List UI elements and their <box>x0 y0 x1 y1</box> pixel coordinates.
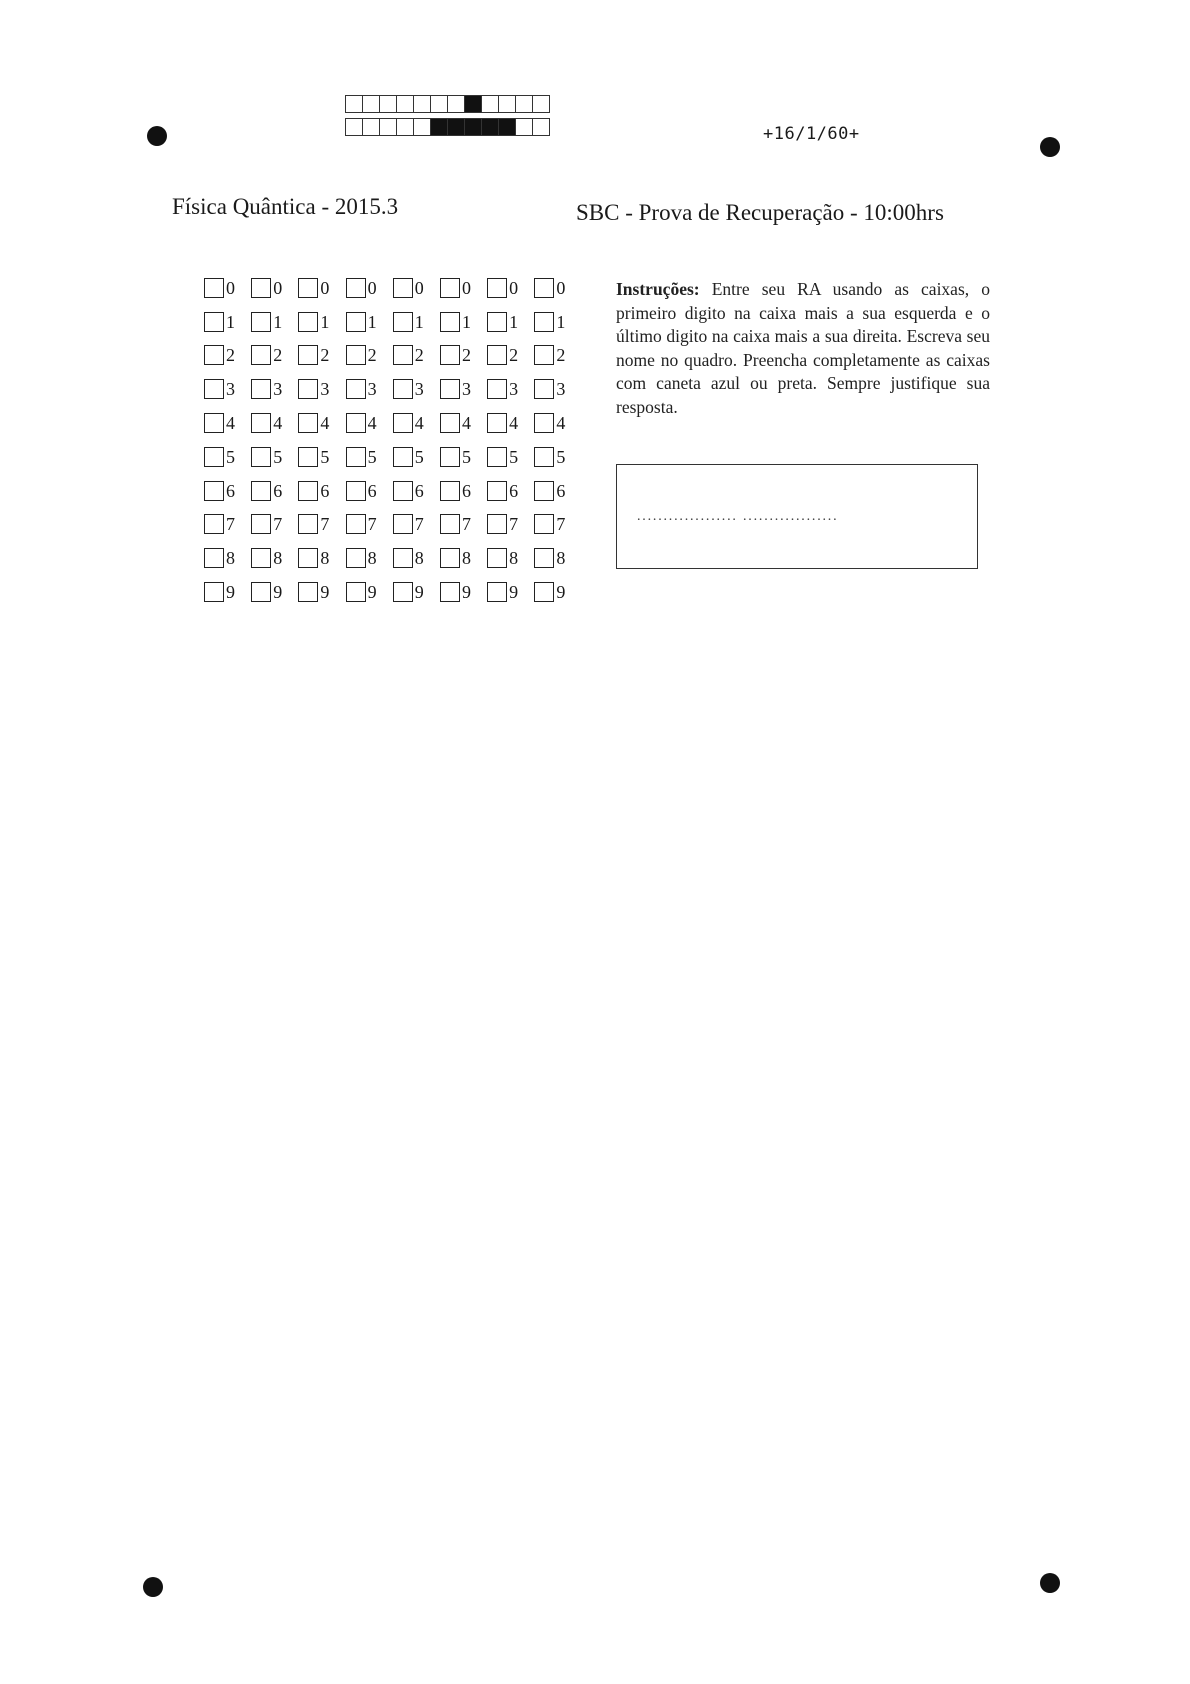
ra-checkbox[interactable] <box>204 481 224 501</box>
ra-cell <box>204 514 251 534</box>
barcode-cell <box>464 118 482 136</box>
ra-digit-label: 7 <box>461 514 471 535</box>
ra-checkbox[interactable] <box>298 514 318 534</box>
ra-checkbox[interactable] <box>440 278 460 298</box>
ra-digit-label: 3 <box>320 379 330 400</box>
ra-checkbox[interactable] <box>346 379 366 399</box>
ra-digit-label: 4 <box>461 413 471 434</box>
ra-cell <box>534 548 581 568</box>
ra-checkbox[interactable] <box>393 379 413 399</box>
ra-cell <box>298 345 345 365</box>
ra-digit-label: 6 <box>367 480 377 501</box>
ra-checkbox[interactable] <box>393 514 413 534</box>
ra-cell <box>251 582 298 602</box>
ra-checkbox[interactable] <box>204 345 224 365</box>
ra-checkbox[interactable] <box>393 312 413 332</box>
ra-checkbox[interactable] <box>204 514 224 534</box>
ra-cell <box>534 582 581 602</box>
ra-cell <box>487 379 534 399</box>
ra-cell <box>298 413 345 433</box>
ra-digit-label: 4 <box>367 413 377 434</box>
ra-checkbox[interactable] <box>393 582 413 602</box>
ra-digit-label: 7 <box>226 514 235 535</box>
ra-cell <box>298 481 345 501</box>
ra-digit-label: 4 <box>273 413 283 434</box>
ra-digit-label: 3 <box>226 379 235 400</box>
ra-digit-label: 0 <box>509 277 519 298</box>
ra-digit-label: 4 <box>556 413 566 434</box>
ra-checkbox[interactable] <box>346 278 366 298</box>
ra-cell <box>298 514 345 534</box>
ra-cell <box>251 548 298 568</box>
ra-digit-label: 3 <box>414 379 424 400</box>
ra-checkbox[interactable] <box>251 447 271 467</box>
barcode-cell <box>379 118 397 136</box>
ra-checkbox[interactable] <box>393 278 413 298</box>
ra-checkbox[interactable] <box>393 413 413 433</box>
ra-digit-label: 7 <box>509 514 519 535</box>
barcode-cell <box>532 95 550 113</box>
ra-checkbox[interactable] <box>393 345 413 365</box>
ra-checkbox[interactable] <box>204 413 224 433</box>
ra-digit-label: 7 <box>367 514 377 535</box>
ra-cell <box>534 481 581 501</box>
ra-digit-label: 2 <box>414 345 424 366</box>
ra-cell <box>534 278 581 298</box>
ra-digit-label: 9 <box>273 582 283 603</box>
ra-checkbox[interactable] <box>251 582 271 602</box>
ra-checkbox[interactable] <box>251 548 271 568</box>
barcode-cell <box>498 95 516 113</box>
ra-digit-label: 7 <box>273 514 283 535</box>
ra-cell <box>440 582 487 602</box>
ra-digit-label: 2 <box>556 345 566 366</box>
ra-checkbox[interactable] <box>204 312 224 332</box>
ra-cell <box>534 345 581 365</box>
ra-checkbox[interactable] <box>298 481 318 501</box>
ra-cell <box>534 447 581 467</box>
ra-cell <box>298 379 345 399</box>
barcode-cell <box>481 118 499 136</box>
ra-digit-label: 0 <box>226 277 235 298</box>
ra-digit-label: 8 <box>273 548 283 569</box>
ra-digit-label: 7 <box>414 514 424 535</box>
ra-checkbox[interactable] <box>534 345 554 365</box>
ra-digit-label: 1 <box>273 311 283 332</box>
ra-digit-label: 8 <box>226 548 235 569</box>
ra-cell <box>440 379 487 399</box>
ra-digit-label: 3 <box>556 379 566 400</box>
ra-row-6 <box>204 474 582 508</box>
ra-digit-label: 6 <box>320 480 330 501</box>
ra-cell <box>251 278 298 298</box>
ra-checkbox[interactable] <box>346 345 366 365</box>
ra-digit-label: 8 <box>509 548 519 569</box>
ra-digit-label: 9 <box>509 582 519 603</box>
ra-digit-label: 0 <box>320 277 330 298</box>
ra-checkbox[interactable] <box>487 312 507 332</box>
ra-checkbox[interactable] <box>298 582 318 602</box>
registration-mark-bottom-right <box>1040 1573 1060 1593</box>
ra-checkbox[interactable] <box>487 413 507 433</box>
ra-cell <box>251 379 298 399</box>
ra-cell <box>346 312 393 332</box>
ra-cell <box>487 345 534 365</box>
ra-digit-label: 4 <box>320 413 330 434</box>
ra-checkbox[interactable] <box>440 447 460 467</box>
ra-cell <box>487 548 534 568</box>
ra-digit-label: 9 <box>414 582 424 603</box>
ra-cell <box>440 481 487 501</box>
ra-cell <box>534 312 581 332</box>
barcode-cell <box>345 118 363 136</box>
ra-checkbox[interactable] <box>204 278 224 298</box>
ra-cell <box>440 413 487 433</box>
ra-cell <box>346 413 393 433</box>
ra-digit-label: 0 <box>273 277 283 298</box>
ra-digit-label: 6 <box>556 480 566 501</box>
ra-cell <box>393 312 440 332</box>
ra-digit-label: 2 <box>509 345 519 366</box>
name-line: ................... .................. <box>637 509 839 524</box>
ra-digit-label: 0 <box>414 277 424 298</box>
ra-checkbox[interactable] <box>251 278 271 298</box>
barcode-cell <box>396 95 414 113</box>
instructions-label: Instruções: <box>616 279 700 299</box>
ra-cell <box>440 345 487 365</box>
instructions-text: Entre seu RA usando as caixas, o primeiro digito na caixa mais a sua esquerda e o último digito na caixa mais a sua direita. Escreva seu nome no quadro. Preencha completamente as caixas com caneta azul ou preta. Sempre justifique sua resposta. <box>616 279 990 417</box>
ra-cell <box>251 481 298 501</box>
ra-digit-label: 5 <box>273 446 283 467</box>
ra-cell <box>346 514 393 534</box>
ra-cell <box>251 312 298 332</box>
ra-checkbox[interactable] <box>298 548 318 568</box>
ra-cell <box>346 345 393 365</box>
barcode-cell <box>345 95 363 113</box>
ra-digit-label: 1 <box>509 311 519 332</box>
ra-cell <box>251 514 298 534</box>
ra-cell <box>393 582 440 602</box>
ra-checkbox[interactable] <box>346 413 366 433</box>
ra-row-7 <box>204 508 582 542</box>
ra-cell <box>298 582 345 602</box>
ra-checkbox[interactable] <box>440 413 460 433</box>
ra-checkbox[interactable] <box>440 514 460 534</box>
ra-cell <box>346 379 393 399</box>
ra-cell <box>393 514 440 534</box>
ra-checkbox[interactable] <box>346 548 366 568</box>
ra-row-2 <box>204 339 582 373</box>
ra-digit-label: 8 <box>556 548 566 569</box>
ra-digit-label: 6 <box>273 480 283 501</box>
ra-row-8 <box>204 541 582 575</box>
ra-checkbox[interactable] <box>487 481 507 501</box>
ra-checkbox[interactable] <box>440 312 460 332</box>
ra-checkbox[interactable] <box>298 345 318 365</box>
ra-digit-label: 3 <box>509 379 519 400</box>
registration-mark-top-left <box>147 126 167 146</box>
ra-cell <box>298 278 345 298</box>
ra-digit-label: 7 <box>556 514 566 535</box>
ra-cell <box>346 278 393 298</box>
ra-cell <box>393 278 440 298</box>
ra-digit-label: 8 <box>320 548 330 569</box>
ra-digit-label: 5 <box>226 446 235 467</box>
ra-digit-label: 1 <box>461 311 471 332</box>
barcode-cell <box>413 95 431 113</box>
ra-cell <box>204 447 251 467</box>
ra-checkbox[interactable] <box>251 312 271 332</box>
ra-cell <box>346 582 393 602</box>
ra-cell <box>346 447 393 467</box>
ra-digit-label: 4 <box>414 413 424 434</box>
ra-cell <box>487 413 534 433</box>
ra-cell <box>440 278 487 298</box>
barcode-cell <box>498 118 516 136</box>
barcode-cell <box>430 118 448 136</box>
ra-digit-label: 3 <box>461 379 471 400</box>
ra-digit-label: 5 <box>414 446 424 467</box>
instructions <box>616 278 990 420</box>
ra-checkbox[interactable] <box>534 548 554 568</box>
ra-checkbox[interactable] <box>487 447 507 467</box>
ra-digit-label: 5 <box>367 446 377 467</box>
barcode-cell <box>396 118 414 136</box>
ra-checkbox[interactable] <box>298 278 318 298</box>
ra-digit-label: 0 <box>556 277 566 298</box>
ra-cell <box>534 413 581 433</box>
ra-checkbox[interactable] <box>534 379 554 399</box>
ra-cell <box>204 379 251 399</box>
ra-checkbox[interactable] <box>204 582 224 602</box>
ra-checkbox[interactable] <box>440 548 460 568</box>
ra-digit-label: 1 <box>226 311 235 332</box>
barcode-cell <box>447 118 465 136</box>
ra-checkbox[interactable] <box>393 481 413 501</box>
ra-cell <box>204 312 251 332</box>
ra-checkbox[interactable] <box>346 514 366 534</box>
ra-digit-label: 4 <box>226 413 235 434</box>
ra-row-9 <box>204 575 582 609</box>
ra-digit-label: 3 <box>273 379 283 400</box>
ra-row-0 <box>204 271 582 305</box>
ra-digit-label: 2 <box>226 345 235 366</box>
ra-cell <box>251 345 298 365</box>
barcode-cell <box>362 118 380 136</box>
ra-checkbox[interactable] <box>534 514 554 534</box>
ra-digit-label: 8 <box>461 548 471 569</box>
ra-digit-label: 9 <box>367 582 377 603</box>
ra-checkbox[interactable] <box>251 345 271 365</box>
barcode-cell <box>379 95 397 113</box>
sheet-code: +16/1/60+ <box>763 124 860 144</box>
ra-digit-label: 5 <box>461 446 471 467</box>
ra-checkbox[interactable] <box>346 481 366 501</box>
ra-checkbox[interactable] <box>298 379 318 399</box>
ra-checkbox[interactable] <box>346 447 366 467</box>
ra-digit-label: 1 <box>320 311 330 332</box>
ra-cell <box>487 582 534 602</box>
ra-digit-label: 8 <box>367 548 377 569</box>
ra-checkbox[interactable] <box>487 345 507 365</box>
ra-digit-label: 5 <box>509 446 519 467</box>
ra-digit-label: 1 <box>556 311 566 332</box>
ra-cell <box>251 447 298 467</box>
ra-cell <box>204 345 251 365</box>
ra-checkbox[interactable] <box>534 582 554 602</box>
ra-digit-label: 2 <box>320 345 330 366</box>
ra-checkbox[interactable] <box>346 582 366 602</box>
ra-digit-label: 9 <box>556 582 566 603</box>
ra-digit-label: 9 <box>461 582 471 603</box>
ra-checkbox[interactable] <box>534 481 554 501</box>
ra-checkbox[interactable] <box>298 447 318 467</box>
barcode-bottom <box>346 118 550 136</box>
ra-cell <box>440 447 487 467</box>
ra-checkbox[interactable] <box>251 413 271 433</box>
ra-cell <box>393 548 440 568</box>
ra-cell <box>393 481 440 501</box>
ra-cell <box>534 379 581 399</box>
ra-digit-label: 1 <box>414 311 424 332</box>
ra-checkbox[interactable] <box>204 447 224 467</box>
ra-digit-label: 5 <box>320 446 330 467</box>
exam-title: SBC - Prova de Recuperação - 10:00hrs <box>576 200 944 225</box>
ra-checkbox[interactable] <box>393 447 413 467</box>
ra-digit-label: 0 <box>367 277 377 298</box>
ra-cell <box>204 582 251 602</box>
ra-digit-label: 7 <box>320 514 330 535</box>
barcode-cell <box>532 118 550 136</box>
ra-cell <box>204 278 251 298</box>
ra-checkbox[interactable] <box>487 514 507 534</box>
ra-checkbox[interactable] <box>440 582 460 602</box>
ra-checkbox[interactable] <box>251 481 271 501</box>
ra-checkbox[interactable] <box>204 548 224 568</box>
ra-cell <box>298 447 345 467</box>
ra-cell <box>298 312 345 332</box>
ra-digit-label: 1 <box>367 311 377 332</box>
ra-cell <box>251 413 298 433</box>
ra-cell <box>487 514 534 534</box>
ra-digit-grid <box>204 271 582 609</box>
ra-cell <box>487 447 534 467</box>
ra-row-1 <box>204 305 582 339</box>
ra-digit-label: 9 <box>226 582 235 603</box>
ra-checkbox[interactable] <box>487 582 507 602</box>
ra-checkbox[interactable] <box>393 548 413 568</box>
registration-mark-top-right <box>1040 137 1060 157</box>
ra-cell <box>346 481 393 501</box>
ra-cell <box>534 514 581 534</box>
barcode-cell <box>447 95 465 113</box>
ra-cell <box>487 481 534 501</box>
barcode-cell <box>464 95 482 113</box>
name-box[interactable] <box>616 464 978 569</box>
ra-checkbox[interactable] <box>251 514 271 534</box>
ra-checkbox[interactable] <box>487 278 507 298</box>
ra-digit-label: 0 <box>461 277 471 298</box>
ra-digit-label: 2 <box>461 345 471 366</box>
barcode-cell <box>515 118 533 136</box>
ra-checkbox[interactable] <box>440 345 460 365</box>
ra-cell <box>204 548 251 568</box>
ra-cell <box>204 481 251 501</box>
ra-digit-label: 4 <box>509 413 519 434</box>
course-title: Física Quântica - 2015.3 <box>172 194 399 219</box>
ra-checkbox[interactable] <box>534 447 554 467</box>
ra-checkbox[interactable] <box>346 312 366 332</box>
ra-digit-label: 5 <box>556 446 566 467</box>
barcode-top <box>346 95 550 113</box>
ra-checkbox[interactable] <box>298 312 318 332</box>
ra-digit-label: 8 <box>414 548 424 569</box>
ra-cell <box>393 447 440 467</box>
ra-cell <box>298 548 345 568</box>
registration-mark-bottom-left <box>143 1577 163 1597</box>
ra-checkbox[interactable] <box>534 413 554 433</box>
ra-digit-label: 6 <box>226 480 235 501</box>
ra-cell <box>393 345 440 365</box>
ra-cell <box>204 413 251 433</box>
ra-row-4 <box>204 406 582 440</box>
ra-digit-label: 3 <box>367 379 377 400</box>
barcode-cell <box>515 95 533 113</box>
barcode-cell <box>362 95 380 113</box>
ra-row-3 <box>204 372 582 406</box>
barcode-cell <box>413 118 431 136</box>
ra-checkbox[interactable] <box>487 379 507 399</box>
ra-cell <box>346 548 393 568</box>
ra-cell <box>487 312 534 332</box>
ra-checkbox[interactable] <box>487 548 507 568</box>
ra-cell <box>487 278 534 298</box>
ra-digit-label: 9 <box>320 582 330 603</box>
ra-checkbox[interactable] <box>534 278 554 298</box>
ra-cell <box>440 548 487 568</box>
ra-digit-label: 2 <box>273 345 283 366</box>
ra-digit-label: 6 <box>414 480 424 501</box>
ra-cell <box>393 413 440 433</box>
ra-digit-label: 6 <box>509 480 519 501</box>
ra-cell <box>440 312 487 332</box>
ra-checkbox[interactable] <box>534 312 554 332</box>
ra-cell <box>440 514 487 534</box>
ra-checkbox[interactable] <box>298 413 318 433</box>
barcode-cell <box>481 95 499 113</box>
ra-checkbox[interactable] <box>440 379 460 399</box>
ra-digit-label: 2 <box>367 345 377 366</box>
ra-cell <box>393 379 440 399</box>
barcode-cell <box>430 95 448 113</box>
ra-digit-label: 6 <box>461 480 471 501</box>
ra-checkbox[interactable] <box>204 379 224 399</box>
ra-row-5 <box>204 440 582 474</box>
ra-checkbox[interactable] <box>251 379 271 399</box>
ra-checkbox[interactable] <box>440 481 460 501</box>
